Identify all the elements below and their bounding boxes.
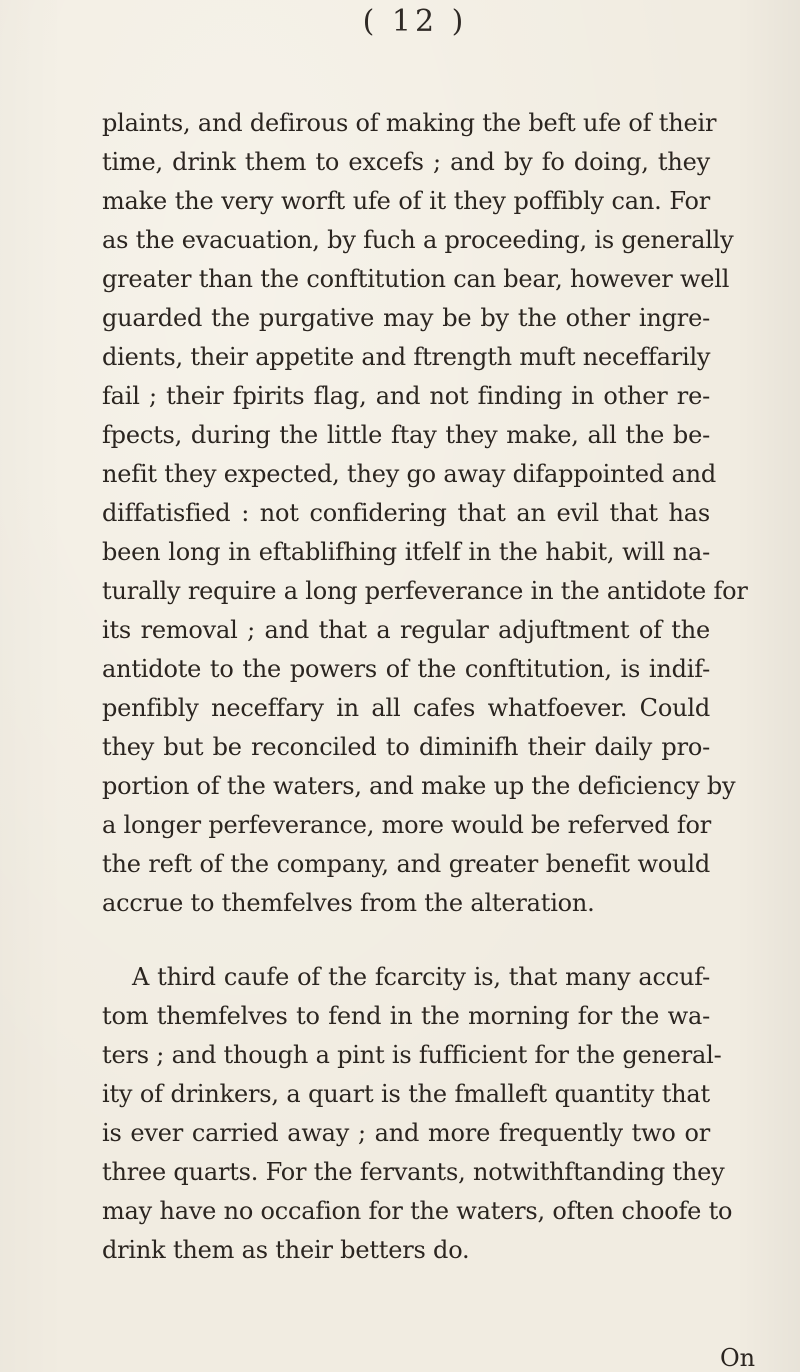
text-line: time, drink them to excefs ; and by fo doing, they bbox=[102, 148, 710, 176]
text-line: diffatisfied : not confidering that an evil that has bbox=[102, 499, 710, 527]
paragraph-1 bbox=[102, 104, 748, 923]
text-line: ity of drinkers, a quart is the fmalleft quantity that bbox=[102, 1080, 710, 1108]
text-line: A third caufe of the fcarcity is, that many accuf- bbox=[132, 963, 710, 991]
text-line: make the very worft ufe of it they poffibly can. For bbox=[102, 187, 710, 215]
paragraph-2 bbox=[102, 958, 733, 1270]
text-line: plaints, and defirous of making the beft ufe of their bbox=[102, 109, 717, 137]
text-line: is ever carried away ; and more frequently two or bbox=[102, 1119, 710, 1147]
text-line: fail ; their fpirits flag, and not finding in other re- bbox=[102, 382, 710, 410]
text-line: dients, their appetite and ftrength muft neceffarily bbox=[102, 343, 711, 371]
catchword: On bbox=[720, 1344, 756, 1372]
text-line: penfibly neceffary in all cafes whatfoever. Could bbox=[102, 694, 710, 722]
text-line: they but be reconciled to diminifh their daily pro- bbox=[102, 733, 710, 761]
text-line: three quarts. For the fervants, notwithftanding they bbox=[102, 1158, 725, 1186]
text-line: a longer perfeverance, more would be referved for bbox=[102, 811, 712, 839]
text-line: as the evacuation, by fuch a proceeding, is generally bbox=[102, 226, 734, 254]
text-line: ters ; and though a pint is fufficient for the general- bbox=[102, 1041, 722, 1069]
text-line: fpects, during the little ftay they make, all the be- bbox=[102, 421, 710, 449]
text-line: tom themfelves to fend in the morning for the wa- bbox=[102, 1002, 710, 1030]
text-line: been long in eftablifhing itfelf in the habit, will na- bbox=[102, 538, 710, 566]
text-line: accrue to themfelves from the alteration. bbox=[102, 889, 595, 917]
text-line: its removal ; and that a regular adjuftment of the bbox=[102, 616, 710, 644]
text-line: antidote to the powers of the conftitution, is indif- bbox=[102, 655, 710, 683]
text-line: drink them as their betters do. bbox=[102, 1236, 470, 1264]
page-number: ( 12 ) bbox=[362, 4, 468, 39]
text-line: the reft of the company, and greater benefit would bbox=[102, 850, 710, 878]
text-line: greater than the conftitution can bear, however well bbox=[102, 265, 730, 293]
text-line: may have no occafion for the waters, often choofe to bbox=[102, 1197, 733, 1225]
text-line: nefit they expected, they go away difappointed and bbox=[102, 460, 716, 488]
body-text bbox=[102, 104, 748, 1270]
text-line: guarded the purgative may be by the other ingre- bbox=[102, 304, 710, 332]
text-line: portion of the waters, and make up the deficiency by bbox=[102, 772, 736, 800]
text-line: turally require a long perfeverance in the antidote for bbox=[102, 577, 748, 605]
